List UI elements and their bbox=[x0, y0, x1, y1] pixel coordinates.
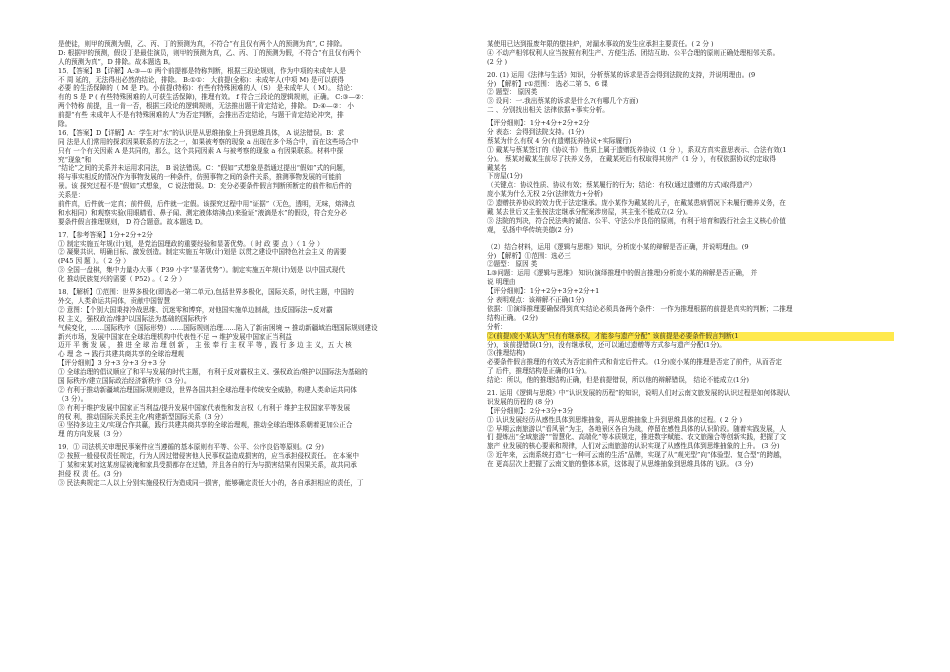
left-column-line: (P45 因 题 ）。（ 2 分 ） bbox=[58, 257, 130, 266]
right-column-line: 戴 某去世后又主张按法定继承分配案涉房屋，其主张不能成立(2 分)。 bbox=[487, 208, 692, 217]
left-column-line: 不 周 延的，无法得出必然的结论，排除。 B:①①： 大前提(全称)：未成年人(中项 M) 是可以获得 bbox=[58, 75, 344, 84]
left-column-line: 同 法是人们常用的探求因果联系的方法之一，如果被考察的现象 a 出现在多个场合中，而在这些场合中 bbox=[58, 137, 359, 146]
left-column-line: ② 按照一般侵权责任规定，行为人因过错侵害他人民事权益造成损害的，应当承担侵权责任。 在本案中 bbox=[58, 452, 359, 461]
left-column-line: ③ 全国一盘棋，集中力量办大事（ P39 小字“显著优势”）。制定实施五年规(计)划是 以中国式现代 bbox=[58, 266, 345, 275]
right-column-line: 二 、分别找出相关 法律依据+事实分析。 bbox=[487, 106, 609, 115]
left-column-line: 除。 bbox=[58, 120, 72, 129]
right-column-line: ② 早期云南旅游以“看风景”为主，各地景区各自为战，停留在感性具体的认识阶段。随着实践发展，人 bbox=[487, 424, 786, 433]
right-column-line: 分 表明观点：该辩解不正确(1分) bbox=[487, 296, 585, 305]
right-column-line: ③(推理结构) bbox=[487, 349, 526, 358]
left-column-line: D: 根据甲的预测，假设丁是最佳演员，则甲的预测为真，乙、丙、丁的预测为假，不符合“有且仅有两个 bbox=[58, 48, 362, 57]
left-column-line: 17．【参考答案】1分+2分+2分 bbox=[58, 230, 153, 239]
right-column-line: ③ 设问：一.我出蔡某的诉求是什么?(有哪几个方面) bbox=[487, 97, 639, 106]
left-column-line: “结论”之间的关系并未运用求同法， B 说法错误。C：“假如”式想象是指通过提出“假如”式的问题， bbox=[58, 164, 350, 173]
right-column-line: 【评分细则】：1分+2分+3分+2分+1 bbox=[487, 287, 600, 296]
right-column bbox=[487, 40, 894, 469]
left-column-line: 权 主义，强权政治/维护以国际法为基础的国际秩序 bbox=[58, 314, 208, 323]
left-column-line: 19．① 司法机关审理民事案件应当遵循的基本原则有平等、公平、公序良俗等原则。(2 分) bbox=[58, 443, 324, 452]
right-column-line: 庞小某为什么无权 2分(法律效力+分析) bbox=[487, 190, 603, 199]
right-column-line: （关键点：协议性质、协议有效；蔡某履行的行为；结论：有权(通过遗赠的方式)取得遗产） bbox=[487, 181, 756, 190]
right-column-line: ②(前提)庞小某认为“只有有继承权，才能参与遗产分配” 该前提是必要条件假言判断(1 bbox=[487, 332, 894, 341]
left-column-line: ③ 有利于维护发展中国家正当利益/提升发展中国家代表性和发言权（,有利于 维护主权国家平等发展 bbox=[58, 403, 351, 412]
left-column-line: 是使徒，则甲的预测为假，乙、丙、丁的预测为真，不符合“有且仅有两个人的预测为真”, C 排除。 bbox=[58, 40, 347, 48]
right-column-line: 20. (1) 运用《法律与生活》知识，分析蔡某的诉求是否会得到法院的支持，并说明理由。(9 bbox=[487, 70, 756, 79]
right-column-line: 依据：①演绎推理要确保得到真实结论必须具备两个条件： 一作为推理根据的前提是真实的判断；二推理 bbox=[487, 304, 793, 313]
left-column-line: ④ 坚持多边主义/实现合作共赢，践行共建共商共享的全球治理观，推动全球治理体系朝着更加公正合 bbox=[58, 421, 353, 430]
left-column-line: 担侵 权 责 任。(3 分) bbox=[58, 469, 122, 478]
left-column-line: 关系是： bbox=[58, 191, 85, 200]
left-column-line: 16．【答案】D【详解】A：学生对“水”的认识是从思维抽象上升到思维具体， A 说法错误。B：求 bbox=[58, 128, 345, 137]
right-column-line: 了 后件，推理结构是正确的(1分)。 bbox=[487, 367, 591, 376]
left-column-line: ① 制定实施五年规(计)划，是党治国理政的重要经验和显著优势。（ 时 政 要 点 ）（ 1 分 ） bbox=[58, 239, 324, 248]
right-column-line: 某使用已达到报废年限的壁挂炉，对漏水事故的发生应承担主要责任。( 2 分 ) bbox=[487, 40, 714, 48]
left-column-line: ② 凝聚共识、明确目标、激发创造。制定实施五年规(计)划是 以贯之建设中国特色社会主义 的需要 bbox=[58, 248, 347, 257]
left-column-line: 外交，人类命运共同体，贡献中国智慧 bbox=[58, 296, 171, 305]
left-column-line: ② 意图：【个别大国秉持冷战思维、沉迷零和博弈，对他国实施单边制裁，违反国际法→反对霸 bbox=[58, 305, 333, 314]
left-column-line: 18．【解析】①范围：世界多极化(即选必一第二单元),包括世界多极化，国际关系，时代主题，中国的 bbox=[58, 288, 354, 297]
right-column-line: 戴某名 bbox=[487, 163, 507, 172]
left-column-line: 的权 利，推动国际关系民主化/构建新型国际关系（3 分） bbox=[58, 412, 227, 421]
left-column-line: 和水相同）和观察实验(用眼睛看、鼻子闻、测定液体熔沸点)来验证“液滴是水”的假设，符合充分必 bbox=[58, 208, 347, 217]
right-column-line: 分)，该前提错误(1分)，没有继承权，还可以通过遗赠等方式参与遗产分配(1分)。 bbox=[487, 340, 726, 349]
right-column-line: (2 分 ) bbox=[487, 57, 508, 66]
left-column-line: 前提“有些 未成年人不是有特殊困难的人”为否定判断，会推出否定结论，与题干肯定结论冲突，排 bbox=[58, 111, 344, 120]
right-column-line: 下房屋(1分) bbox=[487, 172, 523, 181]
left-column-line: 迈开 平 衡 发 展 ， 推 进 全 球 治 理 创 新 ， 主 张 奉 行 主 权 平 等 ，践 行 多 边 主 义，五 大 核 bbox=[58, 341, 352, 350]
left-column-line: 新兴市场，发展中国家在全球治理机构中代表性不足 → 维护发展中国家正当利益 bbox=[58, 332, 292, 341]
left-column-line: 15．【答案】B【详解】A:③—① 两个前提都是特称判断，根据三段论规则，作为中项的未成年人是 bbox=[58, 66, 346, 75]
left-column-line: ① 全球治理的倡议顺应了和平与发展的时代主题， 有利于反对霸权主义、强权政治/维护以国际法为基础的 bbox=[58, 368, 368, 377]
right-column-line: 蔡某为什么有权 4 分(有遗赠抚养协议+实际履行) bbox=[487, 136, 632, 145]
left-column-line: ② 有利于推动新疆域治理国际规则建设，世界各国共担全球治理非传统安全威胁，构建人类命运共同体 bbox=[58, 385, 357, 394]
right-column-line: ① 认识发展经历从感性具体到思维抽象，再从思维抽象上升到思维具体的过程。( 2 分 ) bbox=[487, 415, 743, 424]
right-column-line: 分 表态：会得到法院支持。(1分) bbox=[487, 128, 585, 137]
right-column-line: 旅产 业发展的核心要素和规律，人们对云南旅游的认识实现了从感性具体到思维抽象的上升。 (3 分) bbox=[487, 442, 780, 451]
left-column-line: 化 推动民族复兴的需要（ P52) 。（ 2 分 ） bbox=[58, 275, 186, 284]
left-column-line: 要条件假言推理规则， D 符合题意。故本题选 D。 bbox=[58, 217, 207, 226]
right-column-line: 【评分细则】：2分+3分+3分 bbox=[487, 406, 574, 415]
left-column-line: 两个特称 前提，且一肯一否，根据三段论的逻辑规则，无法推出题干肯定结论，排除。 D:④—②： 小 bbox=[58, 102, 354, 111]
right-column-line: 观， 弘扬中华传统美德(2 分) bbox=[487, 225, 574, 234]
left-column bbox=[58, 40, 484, 488]
right-column-line: 21. 运用《逻辑与思维》中“认识发展的历程”的知识，说明人们对云南文旅发展的认识过程是如何体现认 bbox=[487, 388, 790, 397]
right-column-line: L③问题：运用《逻辑与思维》 知识(演绎推理中的假言推理)分析庞小某的辩解是否正确， 并 bbox=[487, 269, 758, 278]
right-column-line: 分) 【解析】①范围：选必三 bbox=[487, 251, 571, 260]
right-column-line: 结构正确。 (2分) bbox=[487, 313, 538, 322]
right-column-line: ① 戴某与蔡某签订的《协议书》 性质上属于遗赠抚养协议（1 分 ），系双方真实意思表示、合法有效(1 bbox=[487, 145, 787, 154]
right-column-line: （2）结合材料，运用《逻辑与思维》知识，分析庞小某的辩解是否正确，并说明理由。(9 bbox=[487, 242, 749, 251]
left-column-line: 心 理 念 → 践行共建共商共享的全球治理观 bbox=[58, 350, 185, 359]
left-column-line: 必要 的生活保障的（ M 是 P)。小前提(特称)：有些有特殊困难的人（S） 是未成年人（ M）。 结论： bbox=[58, 84, 357, 93]
right-column-line: 们 提炼出“全域旅游”“智慧化、高端化”等本质规定，推进数字赋能、农文旅融合等创新实践，把握了文 bbox=[487, 433, 787, 442]
left-column-line: （3 分）。 bbox=[58, 394, 88, 403]
left-column-line: 将与事实相反的情况作为事物发展的一种条件，仿照事物之间的条件关系，推测事物发展的可能前 bbox=[58, 173, 342, 182]
right-column-line: 分析： bbox=[487, 322, 507, 331]
right-column-line: 【评分细则】：1分+4分+2分+2分 bbox=[487, 119, 590, 128]
right-column-line: ③ 法院的判决，符合民法典的诚信、公平、守法公序良俗的原则，有利于培育和践行社会主义核心价值 bbox=[487, 216, 786, 225]
right-column-line: ②题型： 原因 类 bbox=[487, 260, 538, 269]
left-column-line: 【评分细则】3 分+3 分+3 分+3 分 bbox=[58, 359, 166, 368]
right-column-line: 说 明理由 bbox=[487, 278, 516, 287]
left-column-line: 只有 一个有关因素 A 是共同的，那么，这个共同因素 A 与被考察的现象 a 有因果联系。材料中探 bbox=[58, 146, 344, 155]
right-column-line: 分) 【解析】r①范围： 选必二第 5、6 课 bbox=[487, 79, 608, 88]
right-column-line: ② 遗赠扶养协议的效力优于法定继承。庞小某作为戴某的儿子，在戴某患病情况下未履行赡养义务，在 bbox=[487, 199, 786, 208]
left-column-line: 究“现象”和 bbox=[58, 155, 92, 164]
right-column-line: 识发展的历程的 (8 分) bbox=[487, 397, 554, 406]
left-column-line: 前件真，后件就一定真；前件假，后件就一定假。该探究过程中用“证据”（无色，透明，无味，熔沸点 bbox=[58, 200, 355, 209]
right-column-line: 分)。 蔡某对戴某生前尽了扶养义务， 在戴某死后有权取得其房产（1 分 ），有权依据协议约定取得 bbox=[487, 154, 776, 163]
left-column-line: 人的预测为真”，D 排除。故本题选 B。 bbox=[58, 57, 175, 66]
left-column-line: 气候变化，……国际秩序（国际形势）……国际规则治理……陷入了新宙困境 → 推动新疆域治理国际规则建设 bbox=[58, 323, 378, 332]
left-column-line: ③ 民法典规定二人以上分别实施侵权行为造成同一损害，能够确定责任大小的，各自承担相应的责任，丁 bbox=[58, 478, 364, 487]
right-column-line: ④ 不动产相邻权利人应当按照有利生产、方便生活、团结互助、公平合理的原则正确处理相邻关系。 bbox=[487, 48, 780, 57]
left-column-line: 有的 S 是 P ( 有些特殊困难的人可获生活保障)，推理有效。 f 符合三段论的逻辑规则，正确。 C:③—②： bbox=[58, 93, 368, 102]
right-column-line: 在 更高层次上把握了云南文旅的整体本质，这体现了从思维抽象到思维具体的飞跃。 (3 分) bbox=[487, 460, 754, 469]
left-column-line: 丁 某和宋某对这某房屋被淹和家具受损都存在过错，并且各自的行为与损害结果有因果关系，故共同承 bbox=[58, 460, 357, 469]
left-column-line: 国 际秩序/建立国际政治经济新秩序（3 分）。 bbox=[58, 376, 191, 385]
right-column-line: 结论：所以，他的推理结构正确，但是前提错误，所以他的辩解错误， 结论不能成立(1分) bbox=[487, 376, 749, 385]
right-column-line: ② 题型： 原因类 bbox=[487, 88, 538, 97]
right-column-line: ③ 近年来，云南系统打造“七一种可云南的生活”品牌，实现了从“观光型”向“体验型、复合型”的跨越， bbox=[487, 451, 787, 460]
right-column-line: 必要条件假言推理的有效式为否定前件式和肯定后件式。 (1分)庞小某的推理是否定了前件，从而否定 bbox=[487, 358, 782, 367]
left-column-line: 理 的方向发展（3 分） bbox=[58, 430, 126, 439]
left-column-line: 景。该 探究过程不是“假如”式想象， C 说法错误。D：充分必要条件假言判断所断定的前件和后件的 bbox=[58, 182, 352, 191]
